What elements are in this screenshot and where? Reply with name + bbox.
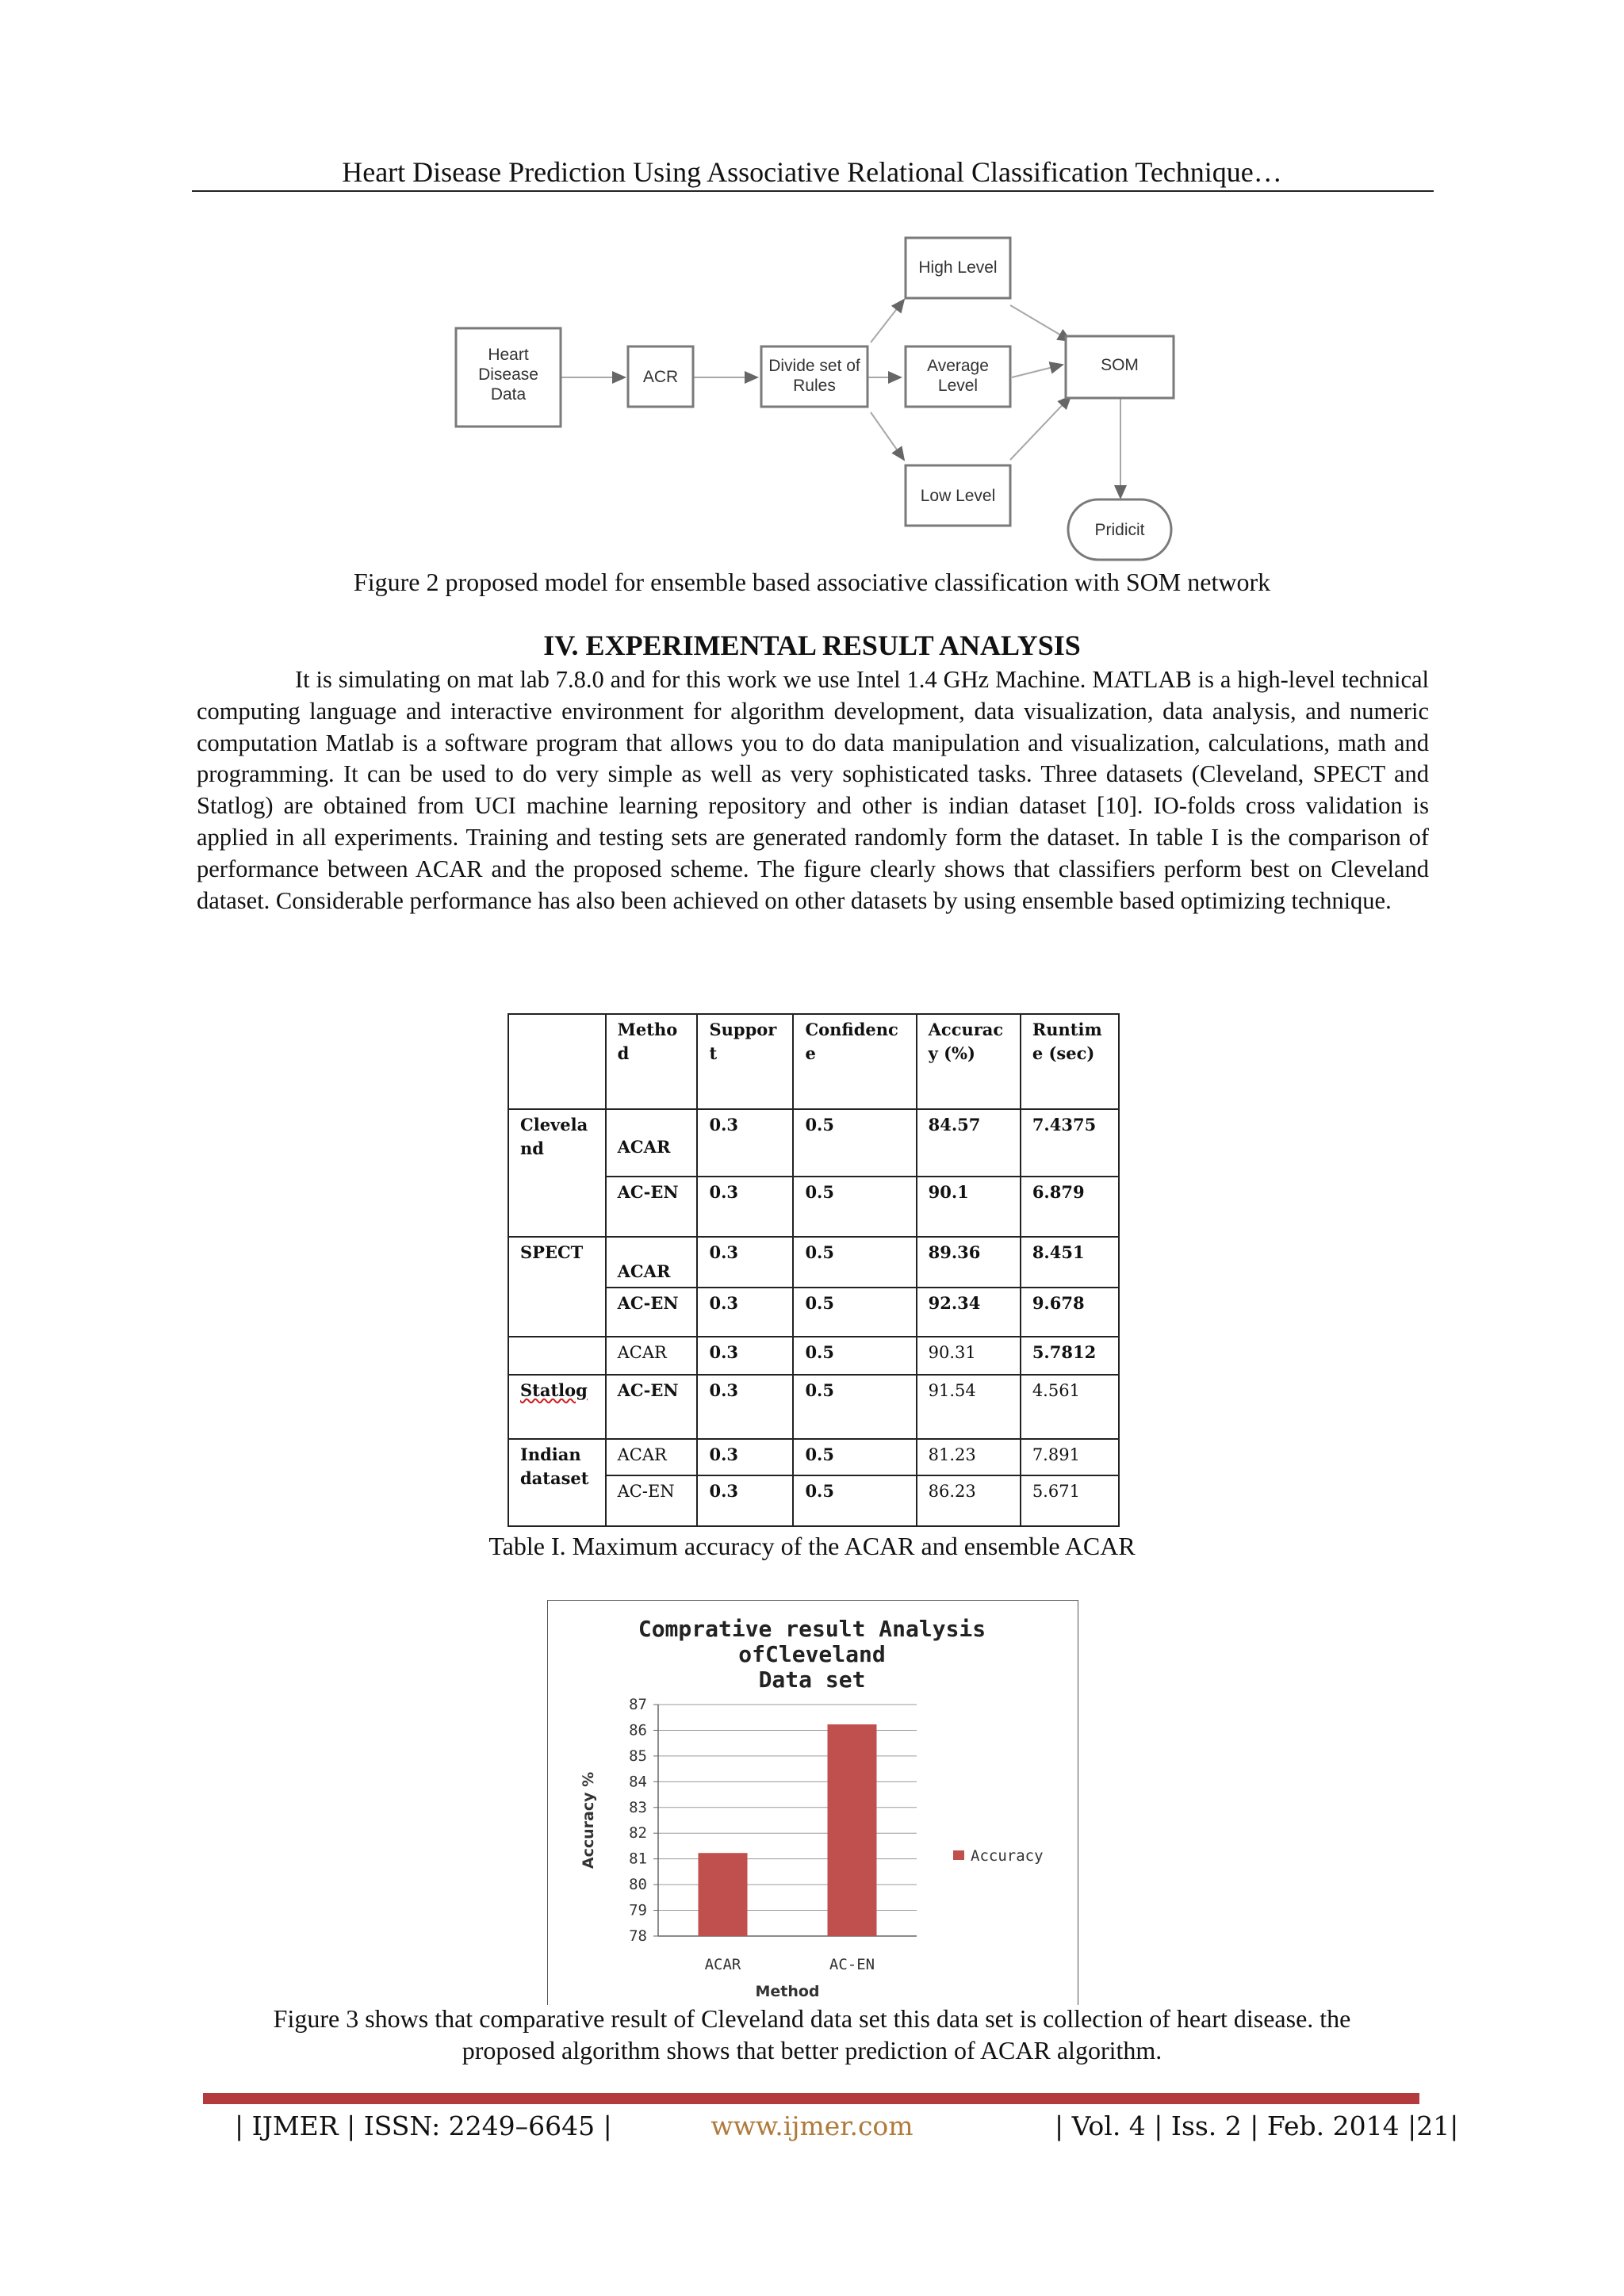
table-cell: 0.5: [793, 1475, 916, 1526]
chart-gridlines: [653, 1705, 917, 1936]
chart-y-tick-label: 84: [629, 1773, 647, 1791]
node-label: Low Level: [920, 487, 996, 505]
table-cell: 5.7812: [1021, 1337, 1119, 1375]
table-cell: ACAR: [606, 1337, 698, 1375]
node-predict: [1068, 499, 1171, 560]
table-cell: 0.5: [793, 1109, 916, 1176]
arrow-high-som: [1010, 305, 1071, 341]
node-label: Level: [937, 377, 979, 395]
table-cell: 7.4375: [1021, 1109, 1119, 1176]
chart-title-line: Comprative result Analysis: [638, 1616, 986, 1642]
table-cell: 92.34: [917, 1288, 1021, 1337]
comparative-bar-chart: [547, 1600, 1077, 2004]
table-row: [508, 1439, 1119, 1475]
table-cell: 0.5: [793, 1337, 916, 1375]
table-cell: 9.678: [1021, 1288, 1119, 1337]
table-cell: 91.54: [917, 1375, 1021, 1438]
node-heart-disease-data: [456, 328, 561, 427]
chart-y-tick-label: 81: [629, 1850, 647, 1868]
table-cell: ACAR: [606, 1237, 698, 1288]
chart-x-axis-label: Method: [755, 1983, 820, 2000]
table-cell: 86.23: [917, 1475, 1021, 1526]
figure3-caption-line1: Figure 3 shows that comparative result of Cleveland data set this data set is collection of heart disease. the: [273, 2004, 1351, 2033]
table-cell: 0.3: [697, 1439, 793, 1475]
table-row: [508, 1237, 1119, 1288]
arrow-average-som: [1012, 365, 1063, 377]
node-low-level: [906, 465, 1010, 526]
table-cell: AC-EN: [606, 1375, 698, 1438]
header-rule: [192, 190, 1434, 192]
table-cell: 0.5: [793, 1177, 916, 1237]
footer-website-link[interactable]: www.ijmer.com: [710, 2110, 914, 2141]
table-cell: 0.3: [697, 1237, 793, 1288]
table-cell: 0.3: [697, 1288, 793, 1337]
chart-legend-label: Accuracy: [971, 1847, 1044, 1865]
arrow-low-som: [1010, 396, 1071, 460]
table-cell: 0.5: [793, 1288, 916, 1337]
chart-x-tick-label: ACAR: [704, 1956, 741, 1973]
footer-journal-issn: | IJMER | ISSN: 2249–6645 |: [235, 2110, 612, 2141]
section-heading: IV. EXPERIMENTAL RESULT ANALYSIS: [543, 629, 1081, 661]
table-header-cell: Suppor t: [697, 1014, 793, 1109]
node-high-level: [906, 238, 1010, 298]
chart-bar: [699, 1853, 748, 1936]
node-acr: [628, 346, 693, 407]
table-cell: AC-EN: [606, 1177, 698, 1237]
node-label: Divide set of: [768, 357, 860, 375]
table-cell: 7.891: [1021, 1439, 1119, 1475]
figure2-caption: Figure 2 proposed model for ensemble based associative classification with SOM network: [353, 568, 1271, 596]
table-cell: 0.3: [697, 1375, 793, 1438]
node-label: SOM: [1101, 356, 1139, 374]
table-cell: 84.57: [917, 1109, 1021, 1176]
table-cell: 89.36: [917, 1237, 1021, 1288]
node-label: Heart: [488, 346, 529, 364]
chart-y-tick-label: 85: [629, 1747, 647, 1765]
table-header-row: [508, 1014, 1119, 1109]
footer-rule: [203, 2093, 1419, 2104]
node-label: Pridicit: [1094, 521, 1145, 539]
node-label: Rules: [793, 377, 836, 395]
table-caption: Table I. Maximum accuracy of the ACAR and ensemble ACAR: [488, 1532, 1136, 1560]
node-label: Data: [490, 385, 527, 404]
table-cell: 6.879: [1021, 1177, 1119, 1237]
proposed-model-diagram: [0, 222, 1624, 571]
table-cell: ACAR: [606, 1439, 698, 1475]
table-cell: 0.5: [793, 1237, 916, 1288]
figure3-caption-line2: proposed algorithm shows that better prediction of ACAR algorithm.: [462, 2036, 1162, 2064]
dataset-cell: Clevela nd: [508, 1109, 606, 1236]
chart-y-tick-label: 83: [629, 1798, 647, 1816]
table-row: [508, 1109, 1119, 1176]
chart-y-axis-label: Accuracy %: [580, 1771, 597, 1869]
node-som: [1066, 336, 1174, 398]
dataset-label: Statlog: [520, 1380, 588, 1401]
empty-dataset-cell: [508, 1337, 606, 1375]
chart-y-ticks: [629, 1696, 647, 1945]
table-header-cell: Runtim e (sec): [1021, 1014, 1119, 1109]
arrow-divide-high: [871, 300, 904, 342]
node-label: ACR: [642, 368, 679, 386]
node-label: High Level: [918, 258, 998, 277]
table-cell: 4.561: [1021, 1375, 1119, 1438]
chart-y-tick-label: 87: [629, 1696, 647, 1713]
arrow-divide-low: [871, 412, 904, 460]
node-average-level: [906, 346, 1010, 407]
table-cell: 81.23: [917, 1439, 1021, 1475]
chart-y-tick-label: 82: [629, 1824, 647, 1843]
chart-title-line: ofCleveland: [738, 1641, 886, 1667]
table-cell: 90.31: [917, 1337, 1021, 1375]
chart-y-tick-label: 79: [629, 1901, 647, 1919]
table-cell: 0.5: [793, 1375, 916, 1438]
chart-y-tick-label: 78: [629, 1927, 647, 1945]
dataset-cell: Indian dataset: [508, 1439, 606, 1526]
table-cell: ACAR: [606, 1109, 698, 1176]
chart-y-tick-label: 80: [629, 1876, 647, 1894]
table-header-cell: Metho d: [606, 1014, 698, 1109]
node-divide-rules: [761, 346, 868, 407]
table-cell: 8.451: [1021, 1237, 1119, 1288]
table-cell: 5.671: [1021, 1475, 1119, 1526]
table-cell: 0.3: [697, 1177, 793, 1237]
node-label: Average: [927, 357, 989, 375]
table-row: [508, 1375, 1119, 1438]
dataset-cell: SPECT: [508, 1237, 606, 1337]
footer-volume-page: | Vol. 4 | Iss. 2 | Feb. 2014 |21|: [1055, 2110, 1459, 2141]
table-row: [508, 1337, 1119, 1375]
results-table: [508, 1013, 1120, 1527]
table-header-cell: Accurac y (%): [917, 1014, 1021, 1109]
chart-title: [638, 1616, 986, 1693]
node-label: Disease: [478, 365, 538, 384]
chart-bar: [828, 1724, 877, 1936]
table-cell: 90.1: [917, 1177, 1021, 1237]
chart-title-line: Data set: [758, 1667, 866, 1693]
table-header-cell: Confidenc e: [793, 1014, 916, 1109]
table-cell: 0.3: [697, 1109, 793, 1176]
table-cell: AC-EN: [606, 1288, 698, 1337]
chart-legend-swatch: [953, 1850, 964, 1860]
table-corner-cell: [508, 1014, 606, 1109]
dataset-cell: [508, 1375, 606, 1438]
running-header: Heart Disease Prediction Using Associative Relational Classification Technique…: [342, 156, 1282, 188]
chart-x-ticks: [705, 1956, 875, 1973]
chart-x-tick-label: AC-EN: [829, 1956, 875, 1973]
chart-y-tick-label: 86: [629, 1721, 647, 1739]
table-cell: AC-EN: [606, 1475, 698, 1526]
table-cell: 0.3: [697, 1337, 793, 1375]
table-cell: 0.5: [793, 1439, 916, 1475]
body-paragraph: It is simulating on mat lab 7.8.0 and for this work we use Intel 1.4 GHz Machine. MATLAB is a high-level technical computing language and interactive environment for algorithm development, data visualization, data analysis, and numeric computation Matlab is a software program that allows you to do data manipulation and visualization, calculations, math and programming. It can be used to do very simple as well as very sophisticated tasks. Three datasets (Cleveland, SPECT and Statlog) are obtained from UCI machine learning repository and other is indian dataset [10]. IO-folds cross validation is applied in all experiments. Training and testing sets are generated randomly form the dataset. In table I is the comparison of performance between ACAR and the proposed scheme. The figure clearly shows that classifiers perform best on Cleveland dataset. Considerable performance has also been achieved on other datasets by using ensemble based optimizing technique.: [197, 666, 1429, 914]
table-cell: 0.3: [697, 1475, 793, 1526]
